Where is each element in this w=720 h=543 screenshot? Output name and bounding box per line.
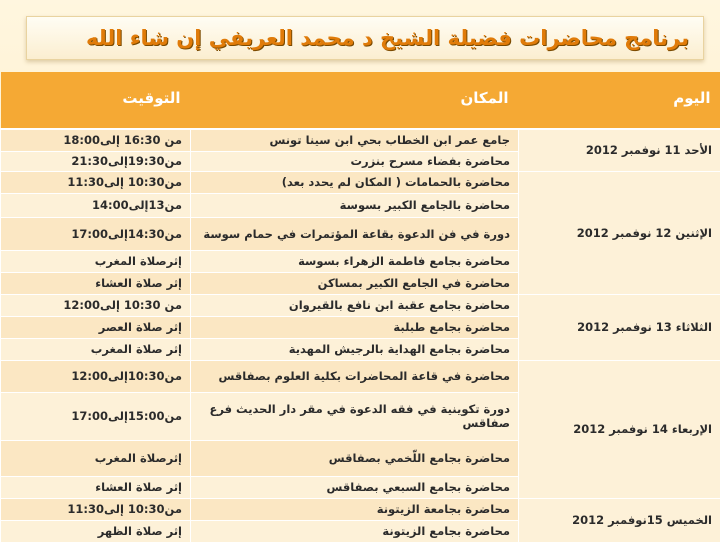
place-cell: محاضرة بجامع الهداية بالرجيش المهدية [191,338,519,360]
table-row [1,129,720,151]
title-banner [26,16,704,60]
place-cell: محاضرة بالجامع الكبير بسوسة [191,193,519,217]
time-cell: إثرصلاة المغرب [1,250,191,272]
time-cell: إثرصلاة المغرب [1,440,191,476]
header-time: التوقيت [1,72,191,129]
place-cell: دورة تكوينية في فقه الدعوة في مقر دار الحديث فرع صفاقس [191,392,519,440]
time-cell: من10:30إلى12:00 [1,360,191,392]
page-title: برنامج محاضرات فضيلة الشيخ د محمد العريفي إن شاء الله [86,26,703,50]
header-day: اليوم [519,72,720,129]
day-cell: الثلاثاء 13 نوفمبر 2012 [519,294,720,360]
time-cell: إثر صلاة العشاء [1,476,191,498]
day-cell: الإربعاء 14 نوفمبر 2012 [519,360,720,498]
time-cell: من10:30 إلى11:30 [1,171,191,193]
place-cell: محاضرة بالحمامات ( المكان لم يحدد بعد) [191,171,519,193]
place-cell: محاضرة بفضاء مسرح بنزرت [191,151,519,171]
time-cell: إثر صلاة الظهر [1,520,191,542]
time-cell: من15:00إلى17:00 [1,392,191,440]
header-place: المكان [191,72,519,129]
time-cell: من 10:30 إلى12:00 [1,294,191,316]
table-header-row [1,72,720,129]
table-row [1,294,720,316]
day-cell: الخميس 15نوفمبر 2012 [519,498,720,542]
place-cell: محاضرة بجامع اللّخمي بصفاقس [191,440,519,476]
time-cell: إثر صلاة العصر [1,316,191,338]
table-row [1,498,720,520]
day-cell: الإثنين 12 نوفمبر 2012 [519,171,720,294]
time-cell: إثر صلاة العشاء [1,272,191,294]
time-cell: من14:30إلى17:00 [1,217,191,250]
table-row [1,360,720,392]
place-cell: محاضرة بجامع فاطمة الزهراء بسوسة [191,250,519,272]
place-cell: محاضرة في قاعة المحاضرات بكلية العلوم بصفاقس [191,360,519,392]
time-cell: من 16:30 إلى18:00 [1,129,191,151]
time-cell: من10:30 إلى11:30 [1,498,191,520]
place-cell: محاضرة في الجامع الكبير بمساكن [191,272,519,294]
time-cell: من19:30إلى21:30 [1,151,191,171]
place-cell: محاضرة بجامعة الزيتونة [191,498,519,520]
time-cell: إثر صلاة المغرب [1,338,191,360]
place-cell: دورة في فن الدعوة بقاعة المؤتمرات في حمام سوسة [191,217,519,250]
day-cell: الأحد 11 نوفمبر 2012 [519,129,720,171]
place-cell: محاضرة بجامع السبعي بصفاقس [191,476,519,498]
place-cell: محاضرة بجامع عقبة ابن نافع بالقيروان [191,294,519,316]
time-cell: من13إلى14:00 [1,193,191,217]
place-cell: محاضرة بجامع الزيتونة [191,520,519,542]
schedule-table [0,72,720,543]
table-row [1,171,720,193]
place-cell: محاضرة بجامع طبلبة [191,316,519,338]
place-cell: جامع عمر ابن الخطاب بحي ابن سينا تونس [191,129,519,151]
